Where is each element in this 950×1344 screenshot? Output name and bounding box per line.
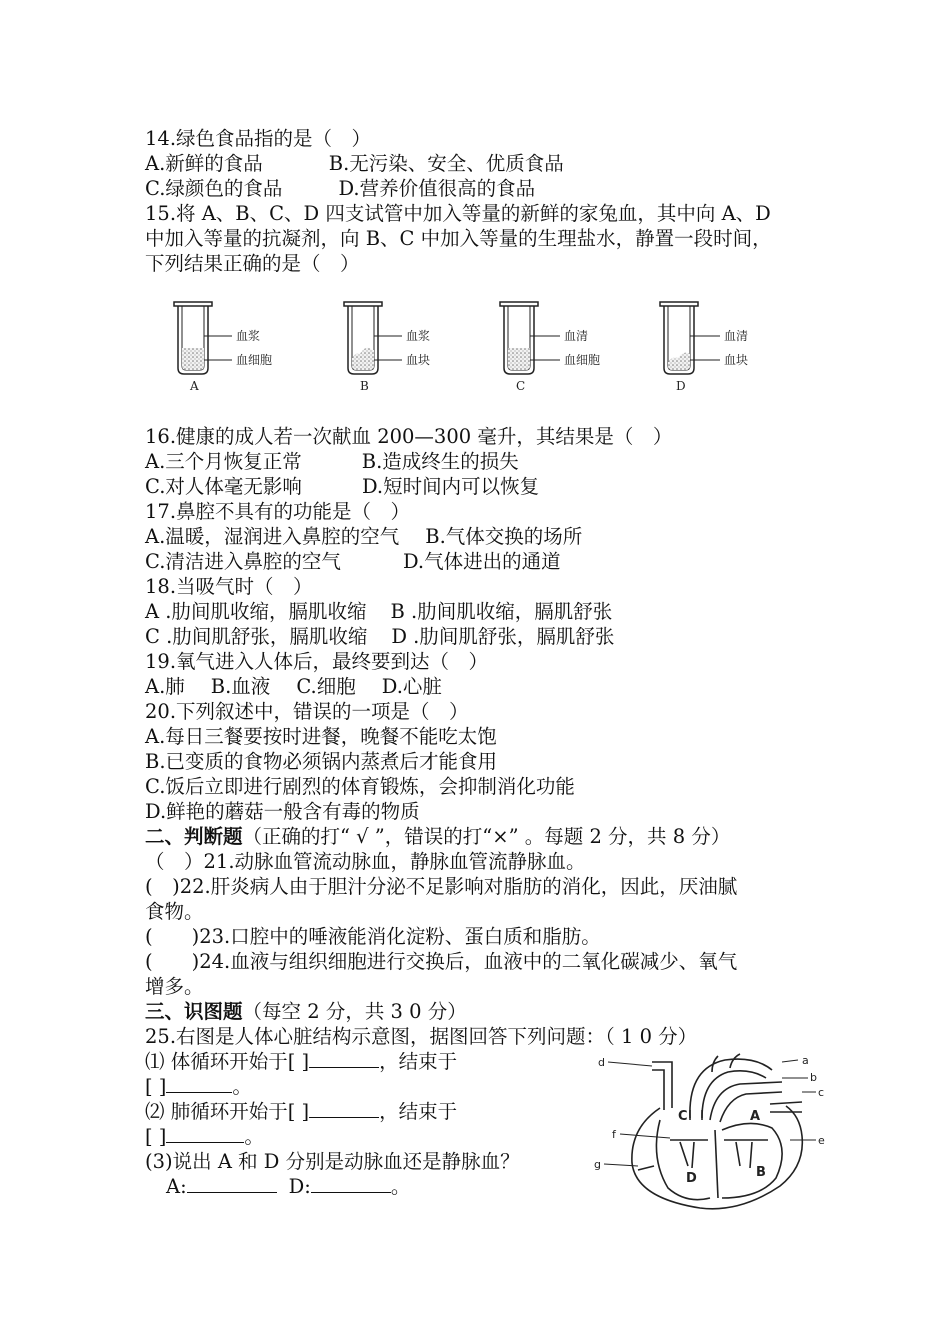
- heart-label-c: c: [818, 1086, 825, 1099]
- q25-part-1-mid: ，结束于: [379, 1050, 458, 1073]
- q15-line-2: 中加入等量的抗凝剂，向 B、C 中加入等量的生理盐水，静置一段时间，: [145, 227, 772, 250]
- q20-stem: 20.下列叙述中，错误的一项是（ ）: [145, 700, 469, 723]
- q17-option-c: C.清洁进入鼻腔的空气: [145, 550, 341, 573]
- q25-part-2-cont: [145, 1124, 264, 1149]
- heart-label-b: b: [810, 1071, 817, 1084]
- q25-part-3: (3)说出 A 和 D 分别是动脉血还是静脉血？: [145, 1150, 520, 1173]
- q18-option-c: C .肋间肌舒张，膈肌收缩: [145, 625, 368, 648]
- q17-option-b: B.气体交换的场所: [425, 525, 583, 548]
- section-2-note: （正确的打“ √ ”，错误的打“×” 。每题 2 分，共 8 分）: [242, 825, 731, 848]
- q16-stem: 16.健康的成人若一次献血 200—300 毫升，其结果是（ ）: [145, 425, 673, 448]
- q25-stem: 25.右图是人体心脏结构示意图，据图回答下列问题：（ 1 0 分）: [145, 1025, 698, 1048]
- tube-b-top-label: 血浆: [406, 329, 431, 343]
- heart-label-g: g: [594, 1158, 601, 1171]
- q25-part-1-cont: [145, 1074, 252, 1099]
- test-tube-d: [660, 302, 748, 392]
- q25-part-1-label: ⑴ 体循环开始于[ ]: [145, 1050, 310, 1073]
- q18-options-cd: [145, 624, 614, 649]
- heart-chamber-A: A: [750, 1109, 761, 1124]
- q19-option-d: D.心脏: [381, 675, 442, 698]
- q25-part-2-blank-1[interactable]: [309, 1099, 379, 1118]
- q23: ( )23.口腔中的唾液能消化淀粉、蛋白质和脂肪。: [145, 925, 601, 948]
- q20-option-c: C.饭后立即进行剧烈的体育锻炼，会抑制消化功能: [145, 775, 575, 798]
- q25-part-2-end: 。: [244, 1125, 264, 1148]
- tube-c-top-label: 血清: [564, 329, 589, 343]
- q25-part-2-bracket: [ ]: [145, 1125, 167, 1148]
- q16-options-ab: [145, 449, 519, 474]
- q18-option-a: A .肋间肌收缩，膈肌收缩: [145, 600, 367, 623]
- section-2-title: 二、判断题: [145, 825, 243, 848]
- q20-option-a: A.每日三餐要按时进餐，晚餐不能吃太饱: [145, 725, 497, 748]
- q14-options-cd: [145, 176, 535, 201]
- q21: （ ）21.动脉血管流动脉血，静脉血管流静脉血。: [145, 850, 586, 873]
- q25-part-1-bracket: [ ]: [145, 1075, 167, 1098]
- q18-option-d: D .肋间肌舒张，膈肌舒张: [391, 625, 615, 648]
- q22-line-2: 食物。: [145, 900, 204, 923]
- test-tubes-figure: [160, 292, 780, 392]
- q25-part-1-blank-2[interactable]: [166, 1074, 232, 1093]
- heart-label-f: f: [612, 1128, 616, 1141]
- heart-label-d: d: [598, 1056, 605, 1069]
- q15-line-3: 下列结果正确的是（ ）: [145, 252, 360, 275]
- heart-chamber-D: D: [686, 1171, 697, 1186]
- q25-answer-end: 。: [390, 1175, 411, 1198]
- q25-part-3-answers: [166, 1174, 410, 1199]
- q20-option-d: D.鲜艳的蘑菇一般含有毒的物质: [145, 800, 420, 823]
- q16-option-c: C.对人体毫无影响: [145, 475, 302, 498]
- q18-options-ab: [145, 599, 612, 624]
- q20-option-b: B.已变质的食物必须锅内蒸煮后才能食用: [145, 750, 498, 773]
- q18-option-b: B .肋间肌收缩，膈肌舒张: [390, 600, 613, 623]
- tube-b-letter: B: [360, 379, 369, 392]
- tube-a-bottom-label: 血细胞: [236, 353, 273, 367]
- tube-d-bottom-label: 血块: [724, 353, 749, 367]
- q18-stem: 18.当吸气时（ ）: [145, 575, 313, 598]
- section-3-title: 三、识图题: [145, 1000, 243, 1023]
- test-tube-a: [174, 302, 272, 392]
- q25-part-1-blank-1[interactable]: [309, 1049, 379, 1068]
- test-tube-b: [344, 302, 430, 392]
- q25-part-1-end: 。: [232, 1075, 252, 1098]
- q25-answer-a-label: A:: [166, 1175, 187, 1198]
- q14-options-ab: [145, 151, 564, 176]
- heart-diagram: [590, 1048, 840, 1218]
- q14-option-c: C.绿颜色的食品: [145, 177, 283, 200]
- section-3-heading: [145, 999, 467, 1024]
- q17-stem: 17.鼻腔不具有的功能是（ ）: [145, 500, 411, 523]
- q16-option-b: B.造成终生的损失: [361, 450, 519, 473]
- tube-a-letter: A: [190, 379, 199, 392]
- q16-option-d: D.短时间内可以恢复: [361, 475, 540, 498]
- q19-option-b: B.血液: [210, 675, 271, 698]
- q19-options: [145, 674, 442, 699]
- q25-answer-d-blank[interactable]: [311, 1174, 391, 1193]
- q24-line-2: 增多。: [145, 975, 204, 998]
- tube-a-top-label: 血浆: [236, 329, 261, 343]
- q17-option-d: D.气体进出的通道: [402, 550, 561, 573]
- heart-label-a: a: [802, 1054, 809, 1067]
- q17-options-cd: [145, 549, 561, 574]
- heart-chamber-B: B: [756, 1165, 766, 1180]
- q15-line-1: 15.将 A、B、C、D 四支试管中加入等量的新鲜的家兔血，其中向 A、D: [145, 202, 771, 225]
- q25-part-1: [145, 1049, 457, 1074]
- q14-option-a: A.新鲜的食品: [145, 152, 263, 175]
- q25-answer-a-blank[interactable]: [187, 1174, 277, 1193]
- test-tube-c: [500, 302, 600, 392]
- tube-c-letter: C: [516, 379, 526, 392]
- section-3-note: （每空 2 分，共 3 0 分）: [242, 1000, 467, 1023]
- q16-option-a: A.三个月恢复正常: [145, 450, 302, 473]
- q17-option-a: A.温暖，湿润进入鼻腔的空气: [145, 525, 400, 548]
- tube-c-bottom-label: 血细胞: [564, 353, 601, 367]
- q25-answer-d-label: D:: [288, 1175, 311, 1198]
- q14-option-b: B.无污染、安全、优质食品: [328, 152, 564, 175]
- q16-options-cd: [145, 474, 539, 499]
- tube-d-top-label: 血清: [724, 329, 749, 343]
- q25-part-2-label: ⑵ 肺循环开始于[ ]: [145, 1100, 310, 1123]
- q14-stem: 14.绿色食品指的是（ ）: [145, 127, 372, 150]
- q19-stem: 19.氧气进入人体后，最终要到达（ ）: [145, 650, 489, 673]
- heart-chamber-C: C: [678, 1109, 688, 1124]
- heart-label-e: e: [818, 1134, 825, 1147]
- section-2-heading: [145, 824, 730, 849]
- tube-b-bottom-label: 血块: [406, 353, 431, 367]
- tube-d-letter: D: [676, 379, 686, 392]
- q19-option-c: C.细胞: [296, 675, 356, 698]
- q25-part-2-mid: ，结束于: [379, 1100, 458, 1123]
- q25-part-2: [145, 1099, 457, 1124]
- q24-line-1: ( )24.血液与组织细胞进行交换后，血液中的二氧化碳减少、氧气: [145, 950, 738, 973]
- q19-option-a: A.肺: [145, 675, 185, 698]
- q25-part-2-blank-2[interactable]: [166, 1124, 244, 1143]
- q14-option-d: D.营养价值很高的食品: [338, 177, 536, 200]
- q17-options-ab: [145, 524, 582, 549]
- q22-line-1: ( )22.肝炎病人由于胆汁分泌不足影响对脂肪的消化，因此，厌油腻: [145, 875, 738, 898]
